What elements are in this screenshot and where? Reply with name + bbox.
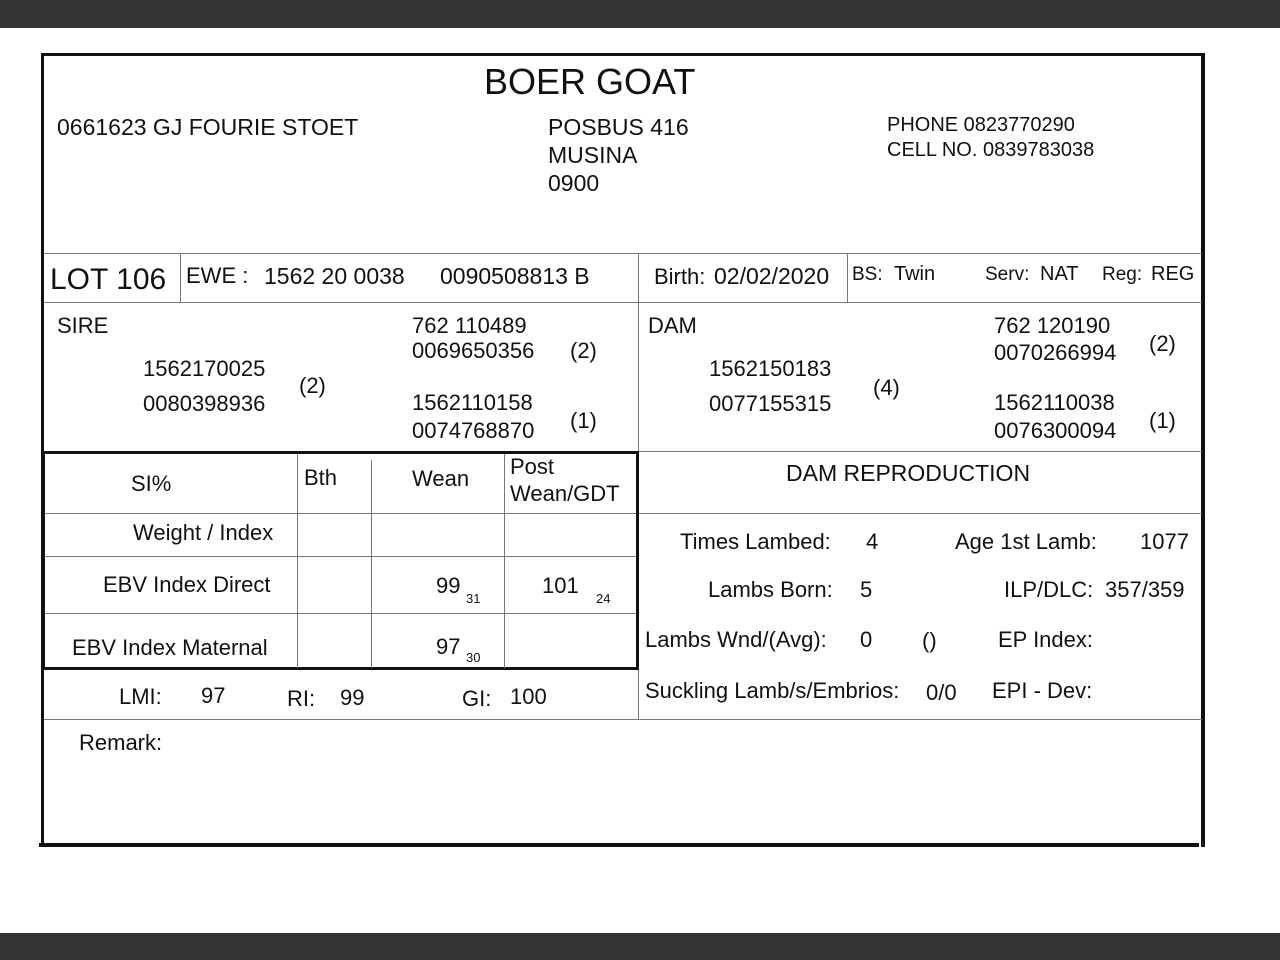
dam-dam-number: 1562110038 — [994, 390, 1115, 415]
epi-dev-label: EPI - Dev: — [992, 678, 1093, 703]
card-border-right — [1201, 53, 1205, 847]
age-first-lamb-label: Age 1st Lamb: — [955, 529, 1097, 554]
ilp-dlc-value: 357/359 — [1105, 577, 1185, 602]
birth-label: Birth: — [654, 264, 706, 289]
bottom-dark-bar — [0, 933, 1280, 960]
header-post-2: Wean/GDT — [510, 481, 620, 506]
rule-indices — [44, 719, 1202, 720]
row-ebv-maternal: EBV Index Maternal — [72, 635, 268, 660]
reg-value: REG — [1151, 263, 1195, 285]
address-line-3: 0900 — [548, 170, 600, 196]
bs-label: BS: — [852, 264, 883, 285]
serv-value: NAT — [1040, 263, 1079, 285]
sire-dam-id: 0074768870 — [412, 418, 535, 443]
address-line-1: POSBUS 416 — [548, 114, 689, 140]
rule-maternal — [44, 667, 638, 670]
dam-label: DAM — [648, 313, 697, 338]
ebv-direct-post: 101 — [542, 573, 579, 598]
ep-index-label: EP Index: — [998, 627, 1093, 652]
dam-sire-count: (2) — [1149, 331, 1176, 356]
breeder-id-name: 0661623 GJ FOURIE STOET — [57, 114, 359, 140]
rule-col-bth — [297, 454, 298, 668]
lambs-wnd-label: Lambs Wnd/(Avg): — [645, 627, 827, 652]
rule-col-wean — [371, 460, 372, 668]
gi-value: 100 — [510, 684, 547, 709]
cell: CELL NO. 0839783038 — [887, 139, 1095, 161]
sire-sire-count: (2) — [570, 338, 597, 363]
rule-lot-bottom — [44, 302, 1202, 303]
ilp-dlc-label: ILP/DLC: — [1004, 577, 1094, 602]
ebv-direct-post-sub: 24 — [596, 591, 611, 606]
rule-col-post — [504, 454, 505, 668]
lambs-wnd-value: 0 — [860, 627, 873, 652]
ri-value: 99 — [340, 685, 365, 710]
lambs-wnd-avg: () — [922, 628, 937, 653]
sire-number: 1562170025 — [143, 356, 266, 381]
ebv-direct-wean: 99 — [436, 573, 461, 598]
lambs-born-label: Lambs Born: — [708, 577, 833, 602]
rule-lot-top — [44, 253, 1202, 254]
lot-number: LOT 106 — [50, 263, 167, 296]
dam-count: (4) — [873, 375, 900, 400]
ewe-label: EWE : — [186, 263, 249, 288]
ebv-direct-wean-sub: 31 — [466, 591, 481, 606]
times-lambed-label: Times Lambed: — [680, 529, 831, 554]
ewe-id: 0090508813 B — [440, 263, 590, 289]
times-lambed-value: 4 — [866, 529, 879, 554]
dam-dam-id: 0076300094 — [994, 418, 1117, 443]
rule-lot-divider — [180, 253, 181, 303]
sire-sire-id: 0069650356 — [412, 338, 535, 363]
sire-id: 0080398936 — [143, 391, 266, 416]
lmi-value: 97 — [201, 683, 226, 708]
remark-label: Remark: — [79, 730, 163, 755]
ebv-maternal-wean: 97 — [436, 634, 461, 659]
reg-label: Reg: — [1102, 264, 1143, 285]
ebv-maternal-wean-sub: 30 — [466, 650, 481, 665]
birth-date: 02/02/2020 — [714, 263, 830, 289]
rule-perf-left — [42, 451, 45, 670]
ri-label: RI: — [287, 686, 316, 711]
card-border-top — [41, 53, 1204, 56]
sire-dam-count: (1) — [570, 408, 597, 433]
sire-count: (2) — [299, 373, 326, 398]
row-ebv-direct: EBV Index Direct — [103, 572, 271, 597]
header-bth: Bth — [304, 465, 338, 490]
rule-birth-divider — [847, 253, 848, 303]
dam-dam-count: (1) — [1149, 408, 1176, 433]
dam-id: 0077155315 — [709, 391, 832, 416]
rule-dam-header — [638, 513, 1202, 514]
dam-sire-id: 0070266994 — [994, 340, 1117, 365]
rule-perf-header — [44, 513, 638, 514]
lmi-label: LMI: — [119, 684, 162, 709]
lambs-born-value: 5 — [860, 577, 873, 602]
phone: PHONE 0823770290 — [887, 114, 1075, 136]
rule-weight — [44, 556, 638, 557]
sire-sire-number: 762 110489 — [412, 313, 527, 338]
ewe-number: 1562 20 0038 — [264, 263, 405, 289]
top-dark-bar — [0, 0, 1280, 28]
page-title: BOER GOAT — [484, 61, 696, 102]
suckling-value: 0/0 — [926, 680, 957, 705]
gi-label: GI: — [462, 686, 492, 711]
serv-label: Serv: — [985, 264, 1030, 285]
sire-dam-number: 1562110158 — [412, 390, 533, 415]
card-border-bottom — [39, 843, 1199, 847]
bs-value: Twin — [894, 263, 936, 285]
dam-number: 1562150183 — [709, 356, 832, 381]
rule-dam-top — [638, 451, 1202, 452]
dam-reproduction-title: DAM REPRODUCTION — [786, 460, 1031, 486]
suckling-label: Suckling Lamb/s/Embrios: — [645, 678, 900, 703]
rule-direct — [44, 613, 638, 614]
rule-perf-right — [636, 451, 639, 670]
sire-label: SIRE — [57, 313, 109, 338]
age-first-lamb-value: 1077 — [1140, 529, 1189, 554]
header-post-1: Post — [510, 454, 555, 479]
header-si: SI% — [131, 471, 172, 496]
row-weight-index: Weight / Index — [133, 520, 274, 545]
dam-sire-number: 762 120190 — [994, 313, 1111, 338]
card-border-left — [41, 53, 44, 847]
header-wean: Wean — [412, 466, 470, 491]
address-line-2: MUSINA — [548, 142, 638, 168]
